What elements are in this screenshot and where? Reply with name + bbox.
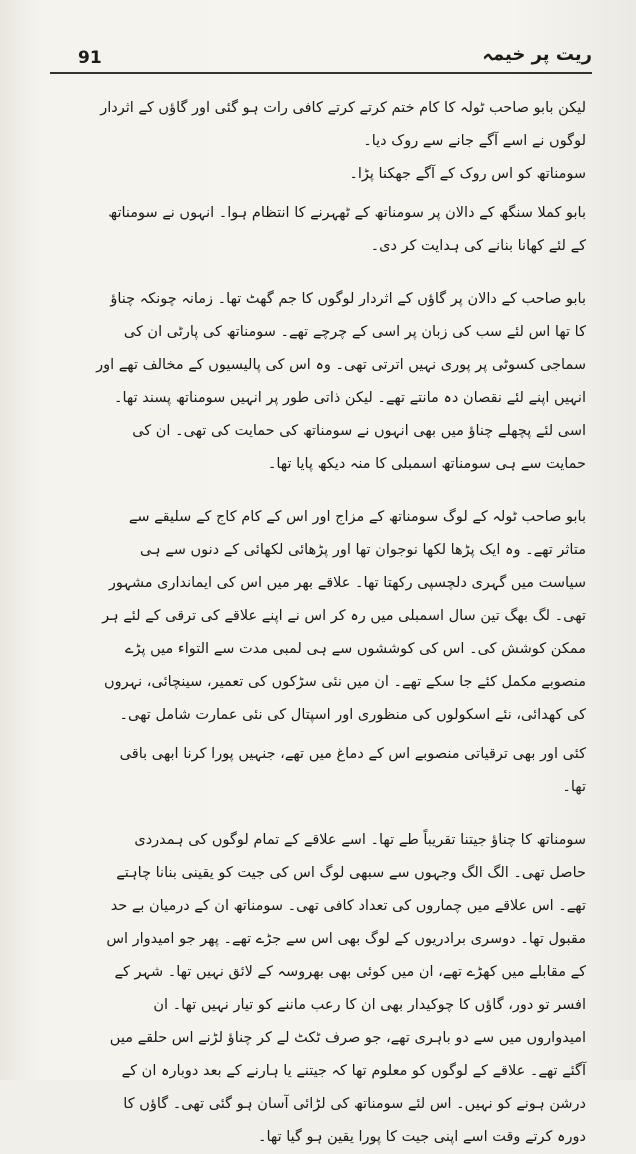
paragraph: لیکن بابو صاحب ٹولہ کا کام ختم کرتے کرتے کافی رات ہو گئی اور گاؤں کے اثردار لوگوں نے اسے آگے جانے سے روک دیا۔	[100, 100, 586, 149]
paragraph: بابو صاحب کے دالان پر گاؤں کے اثردار لوگوں کا جم گھٹ تھا۔ زمانہ چونکہ چناؤ کا تھا اس لئے سب کی زبان پر اسی کے چرچے تھے۔ سومناتھ کی پارٹی ان کی سماجی کسوٹی پر پوری نہیں اترتی تھی۔ وہ اس کی پالیسیوں کے مخالف تھے اور انہیں اپنے لئے نقصان دہ مانتے تھے۔ لیکن ذاتی طور پر انہیں سومناتھ پسند تھا۔ اسی لئے پچھلے چناؤ میں بھی انہوں نے سومناتھ کی حمایت کی تھی۔ ان کی حمایت سے ہی سومناتھ اسمبلی کا منہ دیکھ پایا تھا۔	[96, 291, 586, 472]
running-title: ریت پر خیمہ	[482, 44, 592, 65]
header-rule	[50, 72, 592, 74]
page-number: 91	[78, 48, 102, 68]
paragraph: سومناتھ کا چناؤ جیتنا تقریباً طے تھا۔ اسے علاقے کے تمام لوگوں کی ہمدردی حاصل تھی۔ الگ الگ وجہوں سے سبھی لوگ اس کی جیت کو یقینی بنانا چاہتے تھے۔ اس علاقے میں چماروں کی تعداد کافی تھی۔ سومناتھ ان کے درمیان بے حد مقبول تھا۔ دوسری برادریوں کے لوگ بھی اس سے جڑے تھے۔ پھر جو امیدوار اس کے مقابلے میں کھڑے تھے، ان میں کوئی بھی بھروسہ کے لائق نہیں تھا۔ شہر کے افسر تو دور، گاؤں کا چوکیدار بھی ان کا رعب ماننے کو تیار نہیں تھا۔ ان امیدواروں میں سے دو باہری تھے، جو صرف ٹکٹ لے کر چناؤ لڑنے اس حلقے میں آگئے تھے۔ علاقے کے لوگوں کو معلوم تھا کہ جیتنے یا ہارنے کے بعد دوبارہ ان کے درشن ہونے کو نہیں۔ اس لئے سومناتھ کی لڑائی آسان ہو گئی تھی۔ گاؤں کا دورہ کرتے وقت اسے اپنی جیت کا پورا یقین ہو گیا تھا۔	[106, 832, 586, 1145]
paragraph: کئی اور بھی ترقیاتی منصوبے اس کے دماغ میں تھے، جنہیں پورا کرنا ابھی باقی تھا۔	[119, 746, 586, 795]
paragraph: سومناتھ کو اس روک کے آگے جھکنا پڑا۔	[349, 166, 586, 182]
page-body	[96, 92, 586, 1154]
paragraph: بابو کملا سنگھ کے دالان پر سومناتھ کے ٹھہرنے کا انتظام ہوا۔ انہوں نے سومناتھ کے لئے کھانا بنانے کی ہدایت کر دی۔	[108, 205, 586, 254]
paragraph: بابو صاحب ٹولہ کے لوگ سومناتھ کے مزاج اور اس کے کام کاج کے سلیقے سے متاثر تھے۔ وہ ایک پڑھا لکھا نوجوان تھا اور پڑھائی لکھائی کے دنوں سے ہی سیاست میں گہری دلچسپی رکھتا تھا۔ علاقے بھر میں اس کی ایمانداری مشہور تھی۔ لگ بھگ تین سال اسمبلی میں رہ کر اس نے اپنے علاقے کی ترقی کے لئے ہر ممکن کوشش کی۔ اس کی کوششوں سے ہی لمبی مدت سے التواء میں پڑے منصوبے مکمل کئے جا سکے تھے۔ ان میں نئی سڑکوں کی تعمیر، سینچائی، نہروں کی کھدائی، نئے اسکولوں کی منظوری اور اسپتال کی نئی عمارت شامل تھی۔	[102, 509, 586, 723]
page-header	[50, 40, 592, 74]
